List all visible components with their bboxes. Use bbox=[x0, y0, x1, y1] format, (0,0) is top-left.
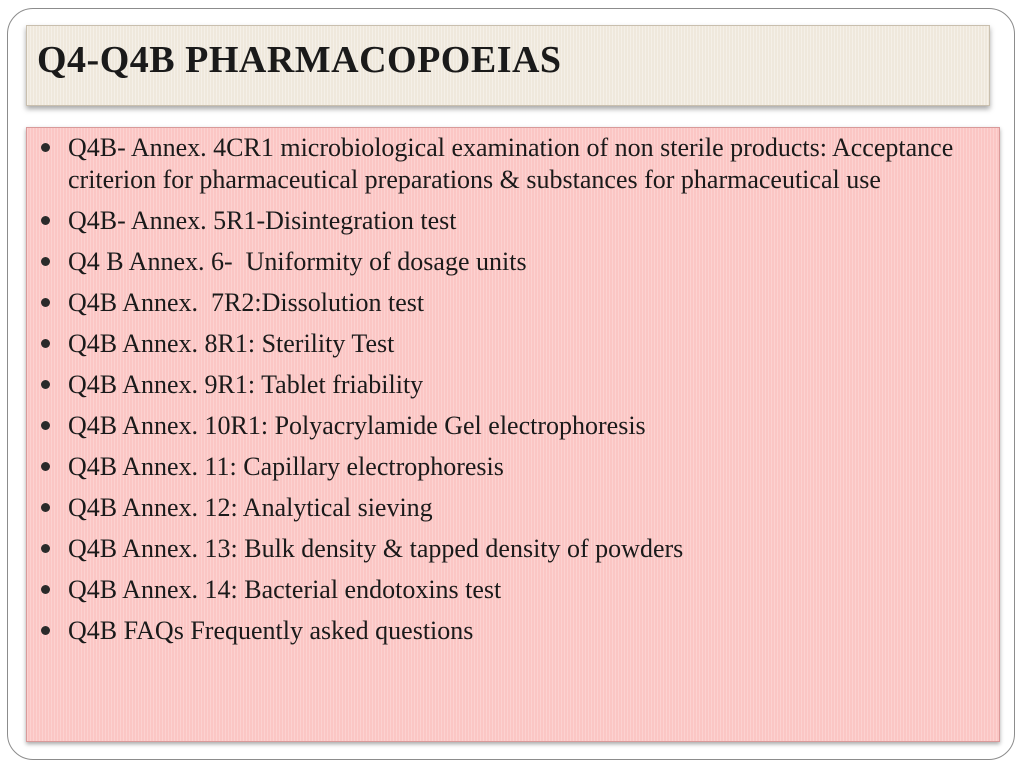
bullet-icon bbox=[41, 380, 50, 389]
list-item bbox=[27, 492, 973, 524]
bullet-text: Q4B Annex. 10R1: Polyacrylamide Gel electrophoresis bbox=[68, 411, 646, 440]
bullet-icon bbox=[41, 421, 50, 430]
bullet-icon bbox=[41, 544, 50, 553]
list-item bbox=[27, 132, 973, 196]
bullet-text: Q4B Annex. 11: Capillary electrophoresis bbox=[68, 452, 504, 481]
bullet-icon bbox=[41, 216, 50, 225]
bullet-text: Q4B Annex. 12: Analytical sieving bbox=[68, 493, 433, 522]
list-item bbox=[27, 328, 973, 360]
bullet-icon bbox=[41, 462, 50, 471]
bullet-text: Q4B Annex. 13: Bulk density & tapped density of powders bbox=[68, 534, 684, 563]
list-item bbox=[27, 287, 973, 319]
bullet-text: Q4B Annex. 9R1: Tablet friability bbox=[68, 370, 424, 399]
bullet-text: Q4B- Annex. 5R1-Disintegration test bbox=[68, 206, 457, 235]
title-bar bbox=[26, 25, 990, 106]
list-item bbox=[27, 410, 973, 442]
list-item bbox=[27, 615, 973, 647]
list-item bbox=[27, 533, 973, 565]
bullet-icon bbox=[41, 626, 50, 635]
list-item bbox=[27, 574, 973, 606]
bullet-text: Q4B Annex. 14: Bacterial endotoxins test bbox=[68, 575, 502, 604]
slide-title: Q4-Q4B PHARMACOPOEIAS bbox=[37, 39, 562, 81]
bullet-text: Q4B FAQs Frequently asked questions bbox=[68, 616, 474, 645]
bullet-icon bbox=[41, 298, 50, 307]
bullet-icon bbox=[41, 143, 50, 152]
bullet-text: Q4 B Annex. 6- Uniformity of dosage units bbox=[68, 247, 527, 276]
list-item bbox=[27, 451, 973, 483]
list-item bbox=[27, 369, 973, 401]
bullet-icon bbox=[41, 503, 50, 512]
bullet-text: Q4B Annex. 7R2:Dissolution test bbox=[68, 288, 425, 317]
bullet-text: Q4B- Annex. 4CR1 microbiological examination of non sterile products: Acceptance criterion for pharmaceutical preparations & substances for pharmaceutical use bbox=[68, 133, 954, 194]
bullet-text: Q4B Annex. 8R1: Sterility Test bbox=[68, 329, 395, 358]
list-item bbox=[27, 246, 973, 278]
bullet-icon bbox=[41, 339, 50, 348]
bullet-icon bbox=[41, 257, 50, 266]
content-box bbox=[26, 127, 1000, 742]
bullet-icon bbox=[41, 585, 50, 594]
bullet-list bbox=[27, 132, 973, 656]
list-item bbox=[27, 205, 973, 237]
